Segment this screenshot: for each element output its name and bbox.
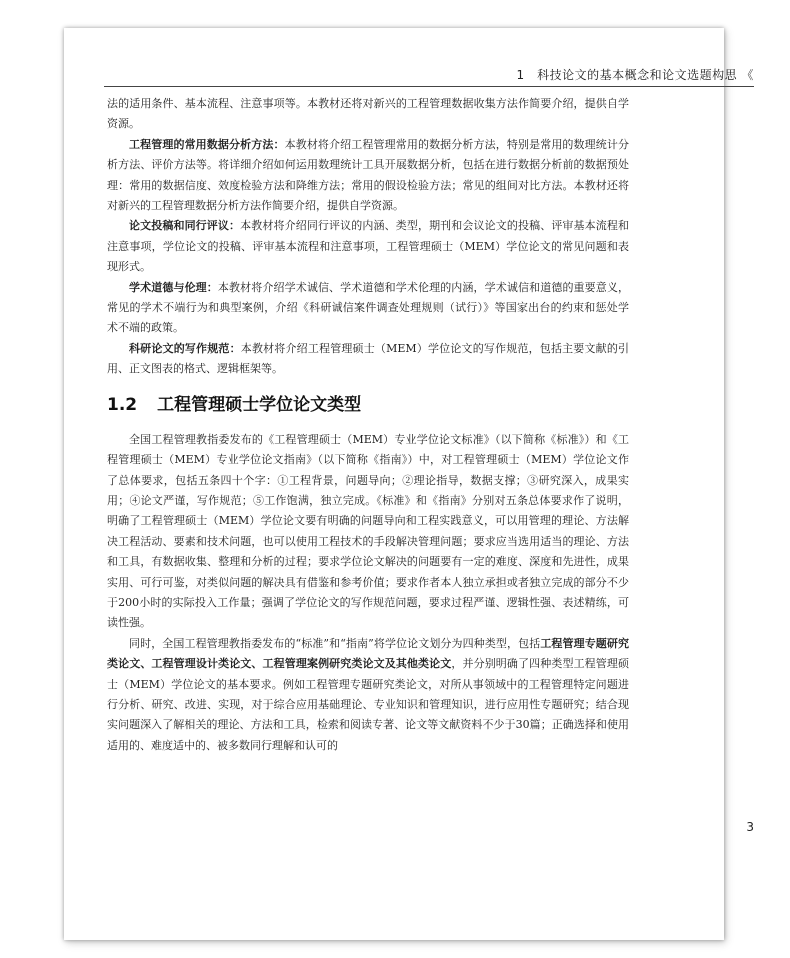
paragraph-peer-review [107,216,629,277]
paragraph-lead: 学术道德与伦理： [129,280,218,294]
page-number: 3 [746,820,754,834]
paragraph-thesis-types [107,634,629,756]
paragraph-text: 本教材将介绍学术诚信、学术道德和学术伦理的内涵，学术诚信和道德的重要意义，常见的学术不端行为和典型案例，介绍《科研诚信案件调查处理规则（试行）》等国家出台的约束和惩处学术不端的政策。 [107,280,630,335]
running-header: 1 科技论文的基本概念和论文选题构思 《 [516,68,754,82]
paragraph-text: 法的适用条件、基本流程、注意事项等。本教材还将对新兴的工程管理数据收集方法作简要介绍，提供自学资源。 [107,97,629,131]
paragraph-academic-ethics [107,278,629,339]
paragraph-writing-norms [107,339,629,380]
paragraph-text: 全国工程管理教指委发布的《工程管理硕士（MEM）专业学位论文标准》（以下简称《标准》）和《工程管理硕士（MEM）专业学位论文指南》（以下简称《指南》）中，对工程管理硕士（MEM）学位论文作了总体要求，包括五条四十个字：①工程背景，问题导向；②理论指导，数据支撑；③研究深入，成果实用；④论文严谨，写作规范；⑤工作饱满，独立完成。《标准》和《指南》分别对五条总体要求作了说明，明确了工程管理硕士（MEM）学位论文要有明确的问题导向和工程实践意义，可以用管理的理论、方法解决工程活动、要素和技术问题，也可以使用工程技术的手段解决管理问题；要求应当选用适当的理论、方法和工具，有数据收集、整理和分析的过程；要求学位论文解决的问题要有一定的难度、深度和先进性，成果实用、可行可鉴，对类似问题的解决具有借鉴和参考价值；要求作者本人独立承担或者独立完成的部分不少于200小时的实际投入工作量；强调了学位论文的写作规范问题，要求过程严谨、逻辑性强、表述精练，可读性强。 [107,432,629,630]
header-rule [104,86,754,87]
paragraph-text: ，并分别明确了四种类型工程管理硕士（MEM）学位论文的基本要求。例如工程管理专题研究类论文，对所从事领域中的工程管理特定问题进行分析、研究、改进、实现，对于综合应用基础理论、专业知识和管理知识，进行应用性专题研究；结合现实问题深入了解相关的理论、方法和工具，检索和阅读专著、论文等文献资料不少于30篇；正确选择和使用适用的、难度适中的、被多数同行理解和认可的 [107,657,630,752]
page-body [107,94,629,756]
paragraph-lead: 论文投稿和同行评议： [129,219,241,233]
thesis-types-emphasis: 工程管理专题研究类论文、工程管理设计类论文、工程管理案例研究类论文及其他类论文 [107,636,629,671]
paragraph-lead: 工程管理的常用数据分析方法： [129,137,285,151]
section-number: 1.2 [107,394,138,415]
paragraph-text: 同时，全国工程管理教指委发布的“标准”和“指南”将学位论文划分为四种类型，包括 [129,636,541,650]
section-title: 工程管理硕士学位论文类型 [157,394,362,415]
paragraph-lead: 科研论文的写作规范： [129,341,241,355]
paragraph-text: 本教材将介绍工程管理硕士（MEM）学位论文的写作规范，包括主要文献的引用、正文图表的格式、逻辑框架等。 [107,341,630,376]
paragraph-text: 本教材将介绍同行评议的内涵、类型，期刊和会议论文的投稿、评审基本流程和注意事项，学位论文的投稿、评审基本流程和注意事项，工程管理硕士（MEM）学位论文的常见问题和表现形式。 [107,219,630,274]
paragraph-overall-requirements [107,430,629,634]
section-heading [107,392,629,418]
paragraph-data-analysis [107,135,629,217]
paragraph-continuation [107,94,629,135]
paragraph-text: 本教材将介绍工程管理常用的数据分析方法，特别是常用的数理统计分析方法、评价方法等。将详细介绍如何运用数理统计工具开展数据分析，包括在进行数据分析前的数据预处理：常用的数据信度、效度检验方法和降维方法；常用的假设检验方法；常见的组间对比方法。本教材还将对新兴的工程管理数据分析方法作简要介绍，提供自学资源。 [107,137,630,213]
